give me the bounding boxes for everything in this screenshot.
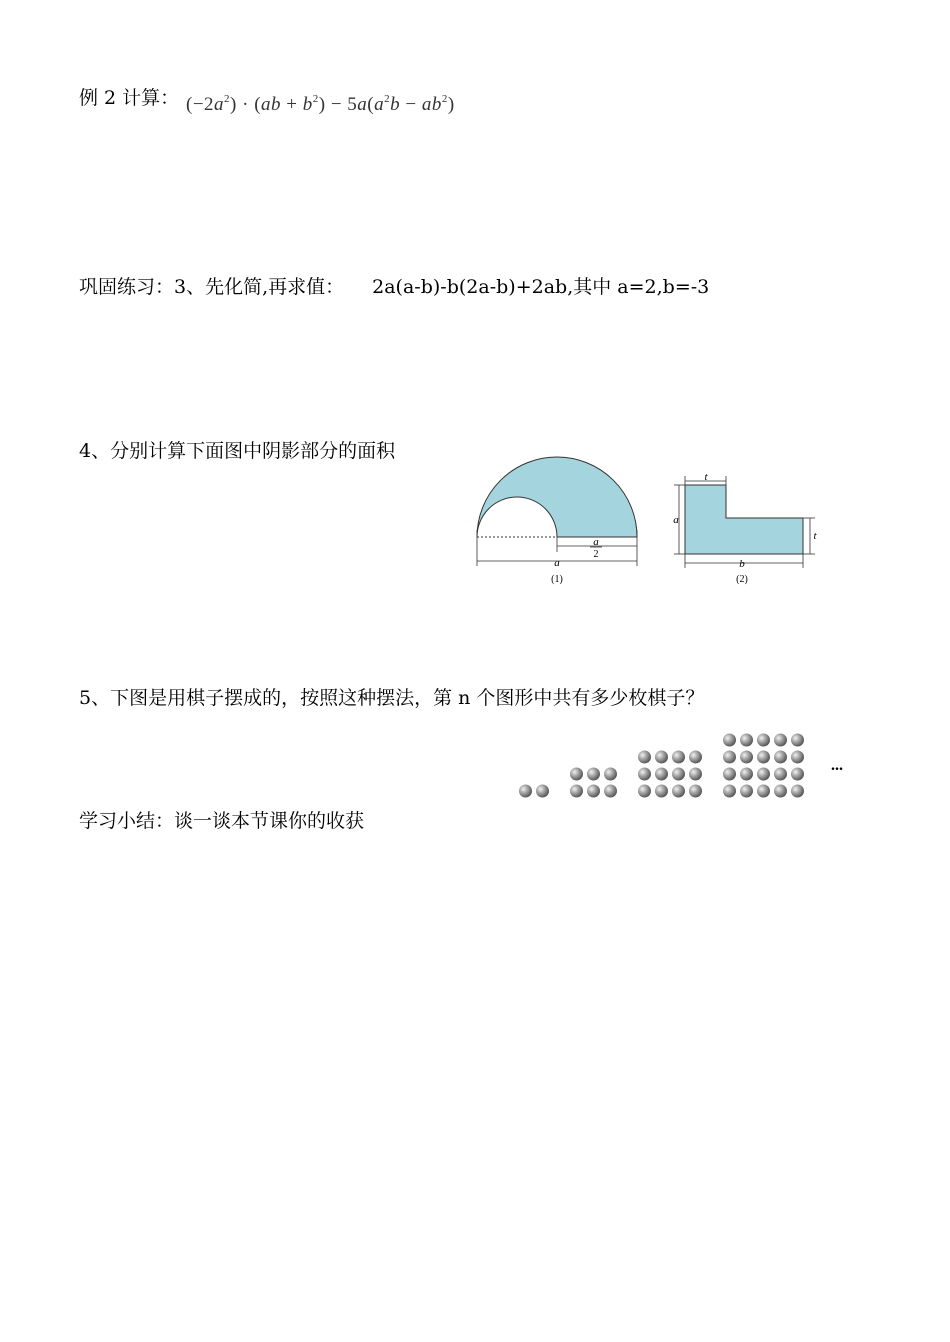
figure-2-label-t-right: t xyxy=(813,530,817,542)
chess-piece xyxy=(672,751,685,764)
figure-2-label-t-top: t xyxy=(704,471,708,483)
pattern-2 xyxy=(570,768,617,798)
chess-piece xyxy=(672,768,685,781)
figure-2-l-shape xyxy=(668,470,830,588)
chess-piece xyxy=(774,785,787,798)
chess-piece xyxy=(604,785,617,798)
question-4: 4、分别计算下面图中阴影部分的面积 xyxy=(79,440,396,462)
chess-piece xyxy=(791,734,804,747)
figure-1-label-a: a xyxy=(554,557,560,569)
chess-piece xyxy=(757,751,770,764)
chess-piece xyxy=(519,785,532,798)
example2-label: 例 2 计算： xyxy=(79,87,180,109)
chess-piece xyxy=(655,768,668,781)
chess-piece xyxy=(774,768,787,781)
chess-piece xyxy=(740,751,753,764)
figure-2-label-a: a xyxy=(673,514,679,526)
summary: 学习小结：谈一谈本节课你的收获 xyxy=(79,810,365,832)
pattern-3 xyxy=(638,751,702,798)
question-3 xyxy=(79,275,709,299)
figure-2-shaded-region xyxy=(685,485,803,554)
chess-piece xyxy=(587,785,600,798)
chess-piece xyxy=(723,734,736,747)
question-3-prefix: 巩固练习：3、先化简,再求值： xyxy=(79,276,345,298)
chess-piece xyxy=(740,785,753,798)
chess-piece xyxy=(791,785,804,798)
chess-piece xyxy=(689,768,702,781)
pattern-1 xyxy=(519,785,549,798)
chess-piece xyxy=(791,768,804,781)
chess-piece xyxy=(689,785,702,798)
chess-piece xyxy=(757,768,770,781)
chess-piece xyxy=(791,751,804,764)
chess-piece xyxy=(757,785,770,798)
chess-piece xyxy=(723,768,736,781)
chess-piece xyxy=(638,785,651,798)
chess-piece xyxy=(723,785,736,798)
chess-piece xyxy=(536,785,549,798)
chess-piece xyxy=(774,751,787,764)
chess-piece xyxy=(638,768,651,781)
figure-1-label-frac-den: 2 xyxy=(593,549,599,560)
pattern-ellipsis: ... xyxy=(831,757,843,774)
chess-piece xyxy=(774,734,787,747)
chess-piece xyxy=(587,768,600,781)
question-5: 5、下图是用棋子摆成的，按照这种摆法，第 n 个图形中共有多少枚棋子？ xyxy=(79,687,705,709)
figure-1-label-frac-num: a xyxy=(593,536,599,548)
chess-piece xyxy=(570,785,583,798)
chess-piece xyxy=(638,751,651,764)
chess-piece xyxy=(723,751,736,764)
figure-1-caption: (1) xyxy=(551,574,563,585)
question-3-expression: 2a(a-b)-b(2a-b)+2ab,其中 a=2,b=-3 xyxy=(372,276,710,298)
chess-pieces-pattern xyxy=(510,728,855,803)
pattern-4 xyxy=(723,734,804,798)
chess-piece xyxy=(655,785,668,798)
chess-piece xyxy=(570,768,583,781)
chess-piece xyxy=(672,785,685,798)
chess-piece xyxy=(655,751,668,764)
example2-formula: $(-2a^2) \cdot (ab + b^2) - 5a(a^2b - ab^2)$ xyxy=(186,93,455,115)
chess-piece xyxy=(604,768,617,781)
figure-1-shaded-region xyxy=(477,457,637,537)
chess-piece xyxy=(757,734,770,747)
figure-2-label-b: b xyxy=(739,558,745,570)
chess-piece xyxy=(689,751,702,764)
chess-piece xyxy=(740,734,753,747)
figure-2-caption: (2) xyxy=(736,574,748,585)
chess-piece xyxy=(740,768,753,781)
figure-1-semicircle xyxy=(470,448,650,588)
